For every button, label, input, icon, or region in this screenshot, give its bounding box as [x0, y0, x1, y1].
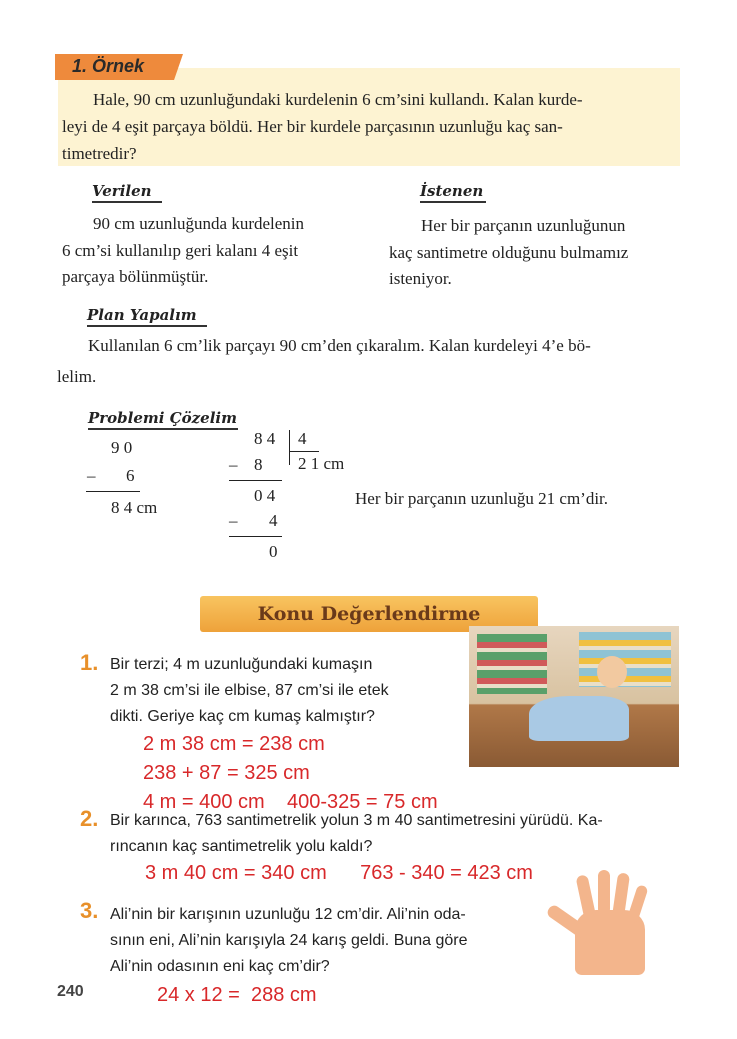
divider-line	[86, 491, 140, 492]
given-text: 90 cm uzunluğunda kurdelenin	[93, 214, 305, 233]
minus-sign: –	[229, 455, 238, 474]
example-text: timetredir?	[62, 144, 137, 163]
example-tag-label: 1. Örnek	[72, 56, 145, 76]
wanted-text: isteniyor.	[389, 269, 452, 288]
question-text: rıncanın kaç santimetrelik yolu kaldı?	[110, 838, 373, 855]
plan-heading: Plan Yapalım	[87, 306, 207, 327]
question-text: dikti. Geriye kaç cm kumaş kalmıştır?	[110, 708, 375, 725]
division-step: 8	[254, 455, 263, 474]
question-text: sının eni, Ali’nin karışıyla 24 karış geldi. Buna göre	[110, 932, 468, 949]
divisor-line	[289, 451, 319, 452]
minus-sign: –	[229, 511, 238, 530]
question-number: 3.	[80, 898, 99, 923]
dividend: 8 4	[254, 429, 276, 448]
division-remainder: 0	[269, 542, 278, 561]
divider-line	[229, 480, 282, 481]
handwritten-answer: 3 m 40 cm = 340 cm 763 - 340 = 423 cm	[145, 862, 533, 884]
subtraction-minuend: 9 0	[111, 438, 133, 457]
question-text: 2 m 38 cm’si ile elbise, 87 cm’si ile etek	[110, 682, 389, 699]
subtraction-result: 8 4 cm	[111, 498, 158, 517]
handwritten-answer: 4 m = 400 cm 400-325 = 75 cm	[143, 791, 438, 813]
solve-heading: Problemi Çözelim	[88, 409, 238, 430]
given-heading: Verilen	[92, 182, 162, 203]
handwritten-answer: 2 m 38 cm = 238 cm	[143, 733, 325, 755]
question-number: 2.	[80, 806, 99, 831]
tailor-illustration	[469, 626, 679, 767]
question-text: Bir karınca, 763 santimetrelik yolun 3 m 40 santimetresini yürüdü. Ka-	[110, 812, 603, 829]
wanted-text: kaç santimetre olduğunu bulmamız	[389, 243, 629, 262]
handwritten-answer: 24 x 12 = 288 cm	[157, 984, 317, 1006]
question-number: 1.	[80, 650, 99, 675]
handwritten-answer: 238 + 87 = 325 cm	[143, 762, 310, 784]
divisor: 4	[298, 429, 307, 448]
solution-answer: Her bir parçanın uzunluğu 21 cm’dir.	[355, 489, 609, 508]
example-text: leyi de 4 eşit parçaya böldü. Her bir kurdele parçasının uzunluğu kaç san-	[62, 117, 563, 136]
hand-illustration	[540, 870, 680, 975]
division-step: 0 4	[254, 486, 276, 505]
plan-text: lelim.	[57, 367, 97, 386]
question-text: Bir terzi; 4 m uzunluğundaki kumaşın	[110, 656, 373, 673]
minus-sign: –	[87, 466, 96, 485]
section-title: Konu Değerlendirme	[257, 603, 481, 625]
plan-text: Kullanılan 6 cm’lik parçayı 90 cm’den çıkaralım. Kalan kurdeleyi 4’e bö-	[88, 336, 591, 355]
page-number: 240	[57, 983, 84, 1000]
given-text: parçaya bölünmüştür.	[62, 267, 209, 286]
example-text: Hale, 90 cm uzunluğundaki kurdelenin 6 cm’sini kullandı. Kalan kurde-	[93, 90, 583, 109]
question-text: Ali’nin bir karışının uzunluğu 12 cm’dir. Ali’nin oda-	[110, 906, 466, 923]
question-text: Ali’nin odasının eni kaç cm’dir?	[110, 958, 330, 975]
subtraction-subtrahend: 6	[126, 466, 135, 485]
division-step: 4	[269, 511, 278, 530]
divider-line	[229, 536, 282, 537]
wanted-heading: İstenen	[420, 182, 486, 203]
wanted-text: Her bir parçanın uzunluğunun	[421, 216, 626, 235]
given-text: 6 cm’si kullanılıp geri kalanı 4 eşit	[62, 241, 299, 260]
quotient: 2 1 cm	[298, 454, 345, 473]
